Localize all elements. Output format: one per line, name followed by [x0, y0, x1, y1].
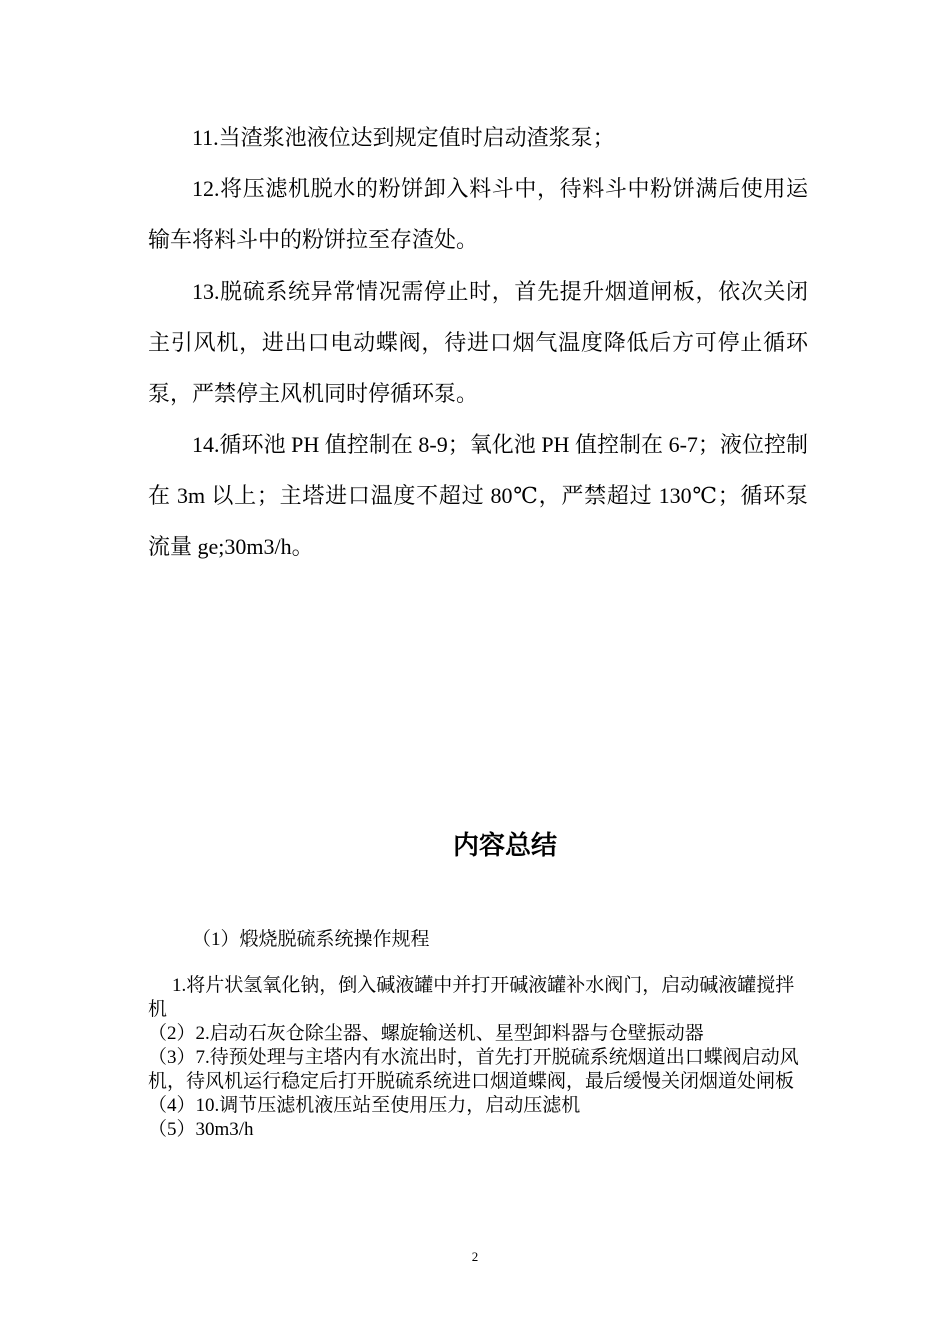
page-number: 2: [471, 1249, 479, 1264]
summary-item: （2）2.启动石灰仓除尘器、螺旋输送机、星型卸料器与仓壁振动器: [148, 1023, 704, 1044]
summary-heading: （1）煅烧脱硫系统操作规程: [192, 929, 430, 950]
paragraph-step-12: 12.将压滤机脱水的粉饼卸入料斗中，待料斗中粉饼满后使用运输车将料斗中的粉饼拉至存渣处。: [148, 176, 808, 252]
summary-list: [148, 974, 808, 1142]
paragraph-step-11: 11.当渣浆池液位达到规定值时启动渣浆泵；: [192, 125, 615, 150]
summary-title: 内容总结: [452, 831, 557, 861]
summary-item: （4）10.调节压滤机液压站至使用压力，启动压滤机: [148, 1095, 581, 1116]
summary-item: （3）7.待预处理与主塔内有水流出时，首先打开脱硫系统烟道出口蝶阀启动风机，待风机运行稳定后打开脱硫系统进口烟道蝶阀，最后缓慢关闭烟道处闸板: [148, 1047, 799, 1092]
summary-item: 1.将片状氢氧化钠，倒入碱液罐中并打开碱液罐补水阀门，启动碱液罐搅拌机: [148, 975, 795, 1020]
summary-item: （5）30m3/h: [148, 1119, 254, 1140]
paragraph-step-14: 14.循环池 PH 值控制在 8-9；氧化池 PH 值控制在 6-7；液位控制在 3m 以上；主塔进口温度不超过 80℃，严禁超过 130℃；循环泵流量 ge;30m3/h。: [148, 432, 808, 559]
paragraph-step-13: 13.脱硫系统异常情况需停止时，首先提升烟道闸板，依次关闭主引风机，进出口电动蝶阀，待进口烟气温度降低后方可停止循环泵，严禁停主风机同时停循环泵。: [148, 279, 808, 406]
